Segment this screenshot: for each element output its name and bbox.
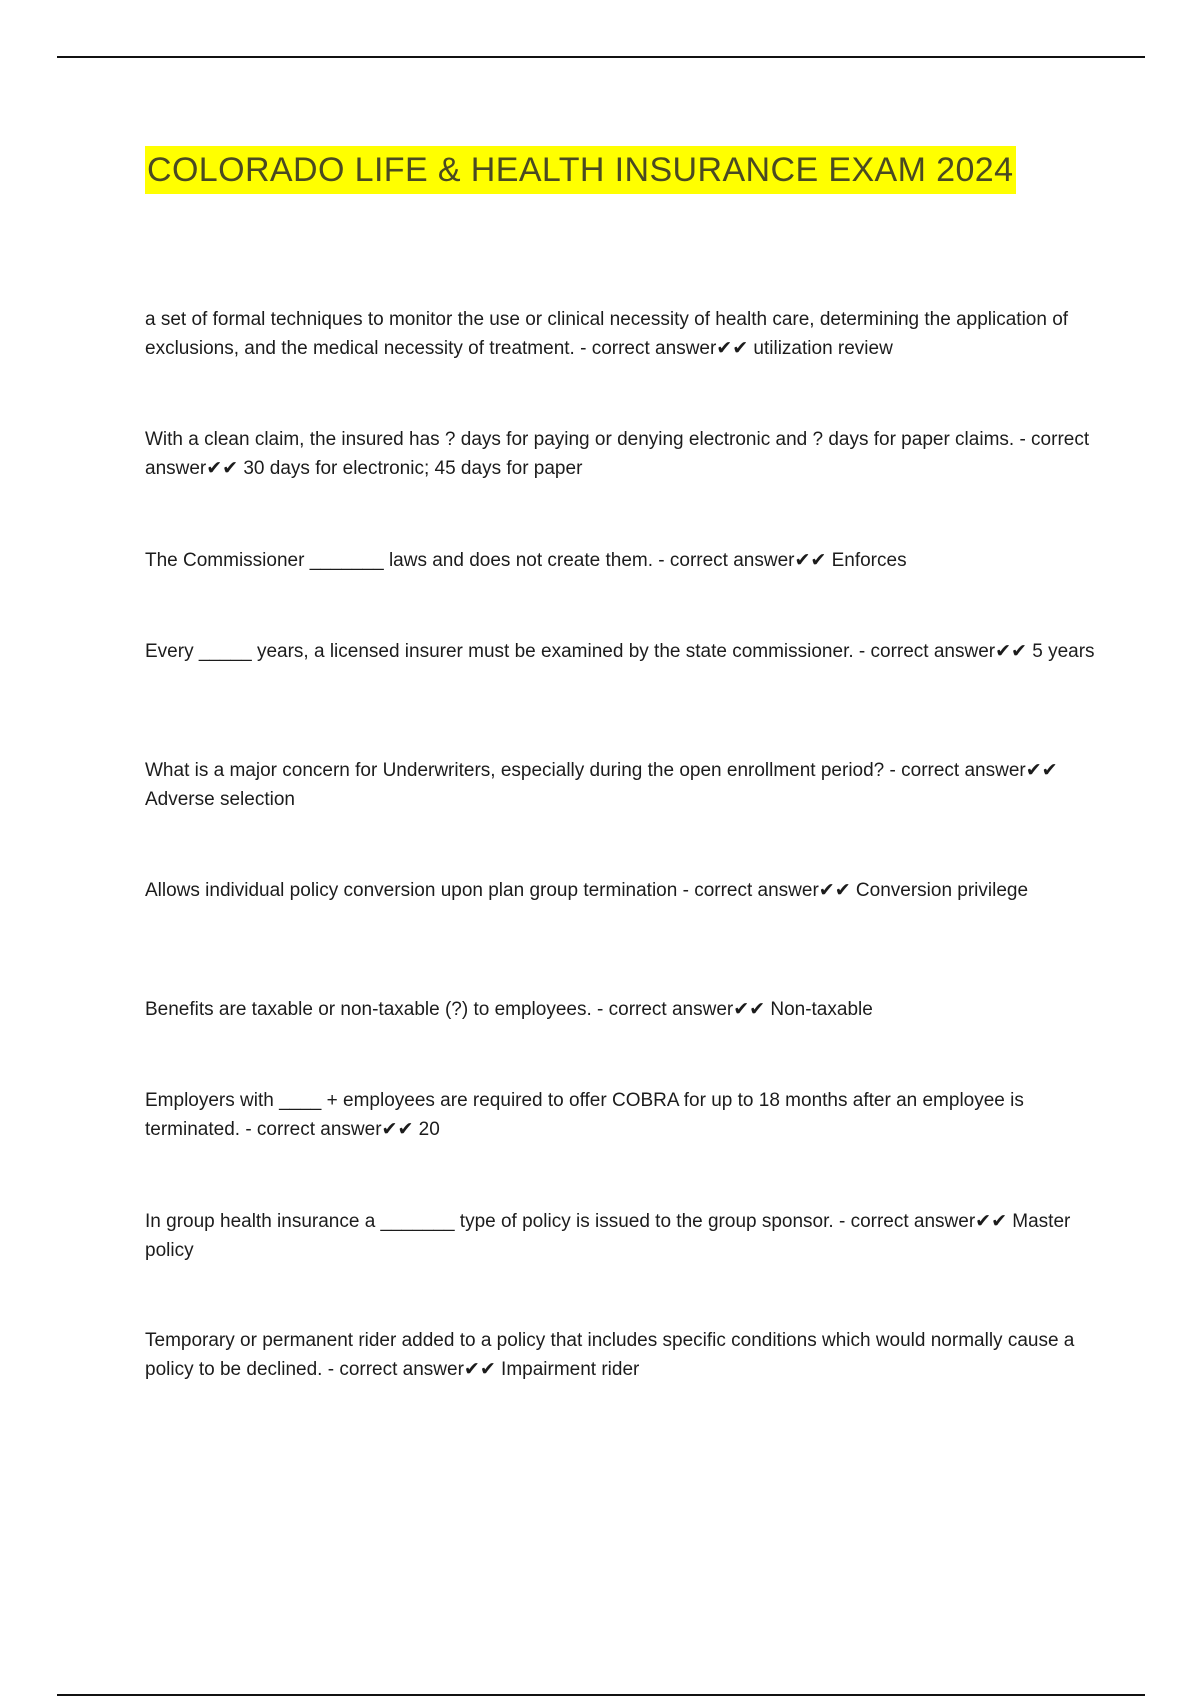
document-title: COLORADO LIFE & HEALTH INSURANCE EXAM 2024 bbox=[145, 146, 1016, 194]
header-rule bbox=[57, 56, 1145, 58]
qa-item-2: With a clean claim, the insured has ? days for paying or denying electronic and ? days for paper claims. - correct answer✔✔ 30 days for electronic; 45 days for paper bbox=[145, 429, 1090, 479]
qa-item-10: Temporary or permanent rider added to a policy that includes specific conditions which would normally cause a policy to be declined. - correct answer✔✔ Impairment rider bbox=[145, 1330, 1075, 1380]
qa-item-6: Allows individual policy conversion upon plan group termination - correct answer✔✔ Conversion privilege bbox=[145, 880, 1029, 901]
qa-item-7: Benefits are taxable or non-taxable (?) to employees. - correct answer✔✔ Non-taxable bbox=[145, 999, 873, 1020]
qa-item-4: Every _____ years, a licensed insurer must be examined by the state commissioner. - correct answer✔✔ 5 years bbox=[145, 641, 1095, 662]
qa-item-3: The Commissioner _______ laws and does not create them. - correct answer✔✔ Enforces bbox=[145, 550, 907, 571]
qa-item-9: In group health insurance a _______ type of policy is issued to the group sponsor. - correct answer✔✔ Master policy bbox=[145, 1211, 1071, 1261]
title-block bbox=[145, 146, 1016, 194]
footer-rule bbox=[57, 1694, 1145, 1696]
qa-item-5: What is a major concern for Underwriters, especially during the open enrollment period? - correct answer✔✔ Adverse selection bbox=[145, 760, 1058, 810]
qa-item-8: Employers with ____ + employees are required to offer COBRA for up to 18 months after an employee is terminated. - correct answer✔✔ 20 bbox=[145, 1090, 1024, 1140]
qa-item-1: a set of formal techniques to monitor the use or clinical necessity of health care, determining the application of exclusions, and the medical necessity of treatment. - correct answer✔✔ utilization review bbox=[145, 309, 1069, 359]
